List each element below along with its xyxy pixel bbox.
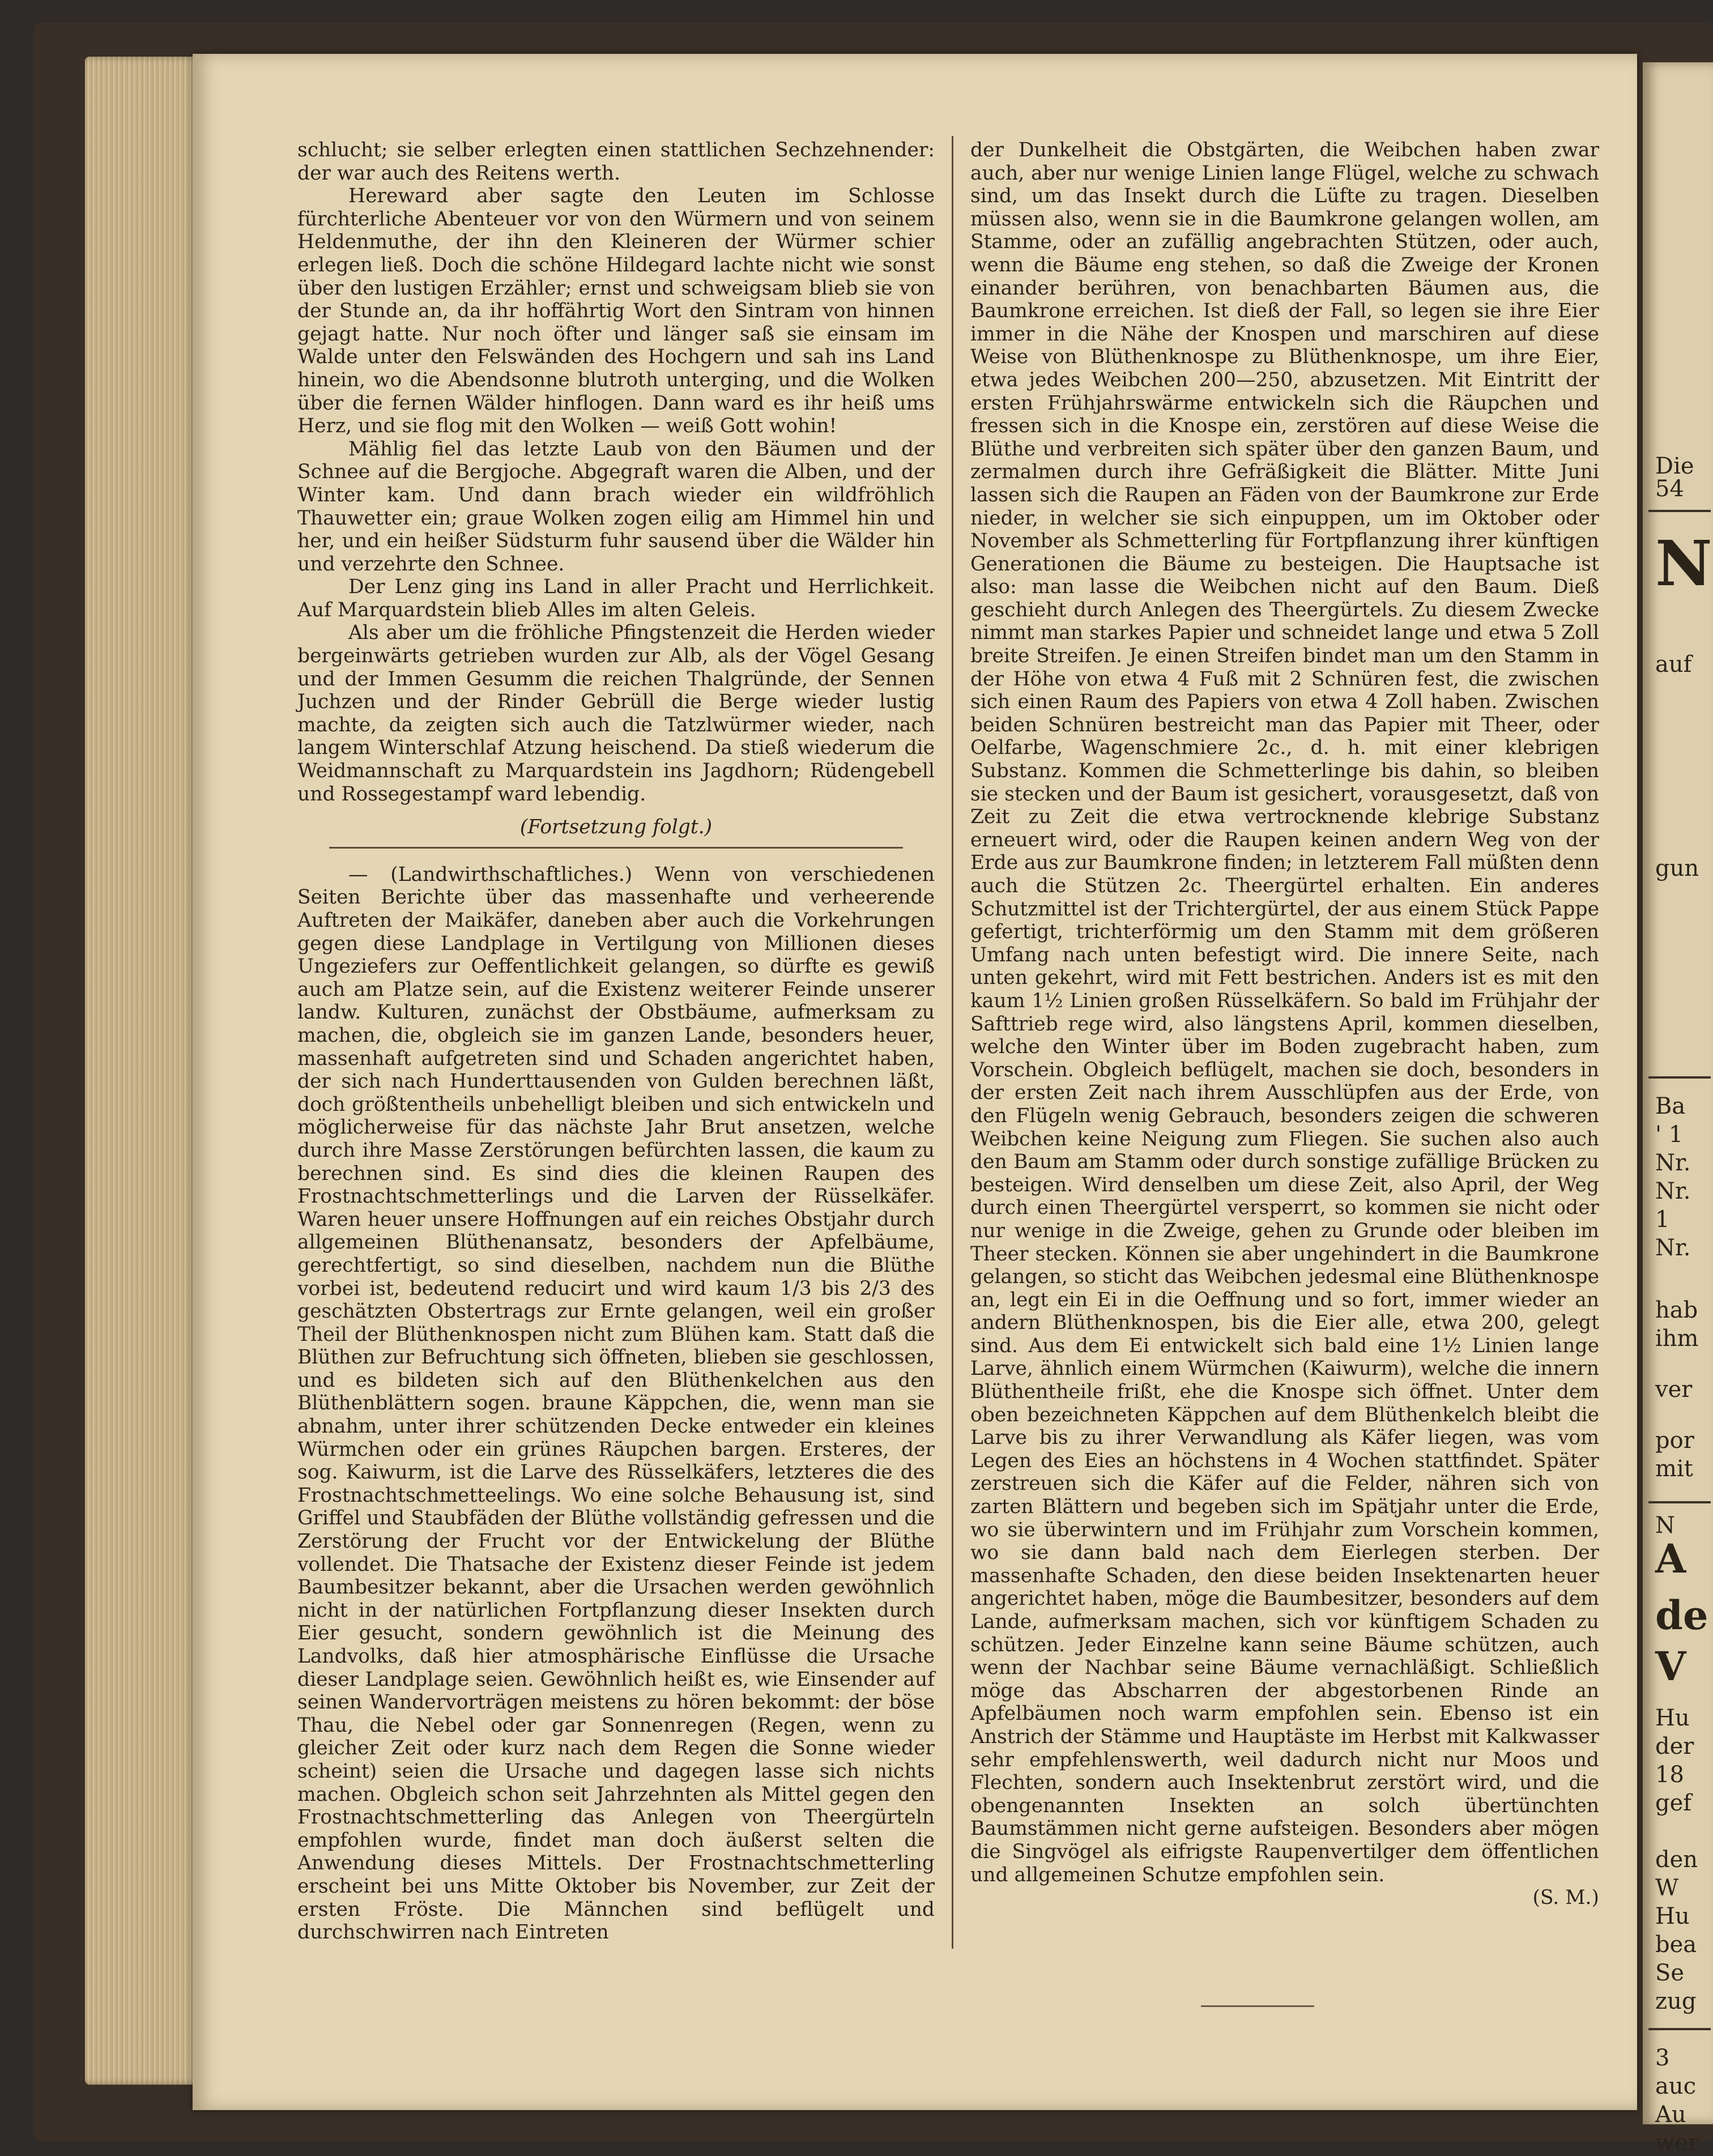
facing-fragment: N	[1655, 527, 1712, 600]
facing-fragment: de	[1655, 1592, 1708, 1639]
facing-fragment: auc	[1655, 2073, 1697, 2099]
facing-fragment: Au	[1655, 2102, 1686, 2128]
article-text: Wenn von verschiedenen Seiten Berichte über das massenhafte und verheerende Auftreten der Maikäfer, daneben aber auch die Vorkehrungen gegen diese Landplage in Vertilgung von Millionen dieses Ungeziefers zur Oeffentlichkeit gelangen, so dürfte es gewiß auch am Platze sein, auf die Existenz weiterer Feinde unserer landw. Kulturen, zunächst der Obstbäume, aufmerksam zu machen, die, obgleich sie im ganzen Lande, besonders heuer, massenhaft aufgetreten sind und Schaden angerichtet haben, der sich nach Hunderttausenden von Gulden berechnen läßt, doch größtentheils unbehelligt bleiben und sich entwickeln und möglicherweise für das nächste Jahr Brut ansetzen, welche durch ihre Masse Zerstörungen befürchten lassen, die kaum zu berechnen sind. Es sind dies die kleinen Raupen des Frostnachtschmetterlings und die Larven der Rüsselkäfer. Waren heuer unsere Hoffnungen auf ein reiches Obstjahr durch allgemeinen Blüthenansatz, besonders der Apfelbäume, gerechtfertigt, so sind dieselben, nachdem nun die Blüthe vorbei ist, bedeutend reducirt und wird kaum 1/3 bis 2/3 des geschätzten Obstertrags zur Ernte gelangen, weil ein großer Theil der Blüthenknospen nicht zum Blühen kam. Statt daß die Blüthen zur Befruchtung sich öffneten, blieben sie geschlossen, und es bildeten sich auf den Blüthenkelchen aus den Blüthenblättern sogen. braune Käppchen, die, wenn man sie abnahm, unter ihrer schützenden Decke entweder ein kleines Würmchen oder ein grünes Räupchen bargen. Ersteres, der sog. Kaiwurm, ist die Larve des Rüsselkäfers, letzteres die des Frostnachtschmetteelings. Wo eine solche Behausung ist, sind Griffel und Staubfäden der Blüthe vollständig gefressen und die Zerstörung der Frucht vor der Entwickelung der Blüthe vollendet. Die Thatsache der Existenz dieser Feinde ist jedem Baumbesitzer bekannt, aber die Ursachen werden gewöhnlich nicht in der natürlichen Fortpflanzung dieser Insekten durch Eier gesucht, sondern gewöhnlich ist die Meinung des Landvolks, daß hier atmosphärische Einflüsse die Ursache dieser Landplage seien. Gewöhnlich heißt es, wie Einsender auf seinen Wandervorträgen meistens zu hören bekommt: der böse Thau, die Nebel oder gar Sonnenregen (Regen, wenn zu gleicher Zeit oder kurz nach dem Regen die Sonne wieder scheint) seien die Ursache und dagegen lasse sich nichts machen. Obgleich schon seit Jahrzehnten als Mittel gegen den Frostnachtschmetterling das Anlegen von Theergürteln empfohlen wurde, findet man doch äußerst selten die Anwendung dieses Mittels. Der Frostnachtschmetterling erscheint bei uns Mitte Oktober bis November, zur Zeit der ersten Fröste. Die Männchen sind beflügelt und durchschwirren nach Eintreten	[297, 863, 935, 1944]
author-signature: (S. M.)	[1532, 1886, 1599, 1910]
facing-fragment: por	[1655, 1428, 1694, 1454]
article-heading: — (Landwirthschaftliches.)	[348, 863, 633, 886]
facing-fragment: V	[1655, 1643, 1686, 1690]
facing-fragment: A	[1655, 1535, 1686, 1582]
facing-fragment: der	[1655, 1733, 1694, 1759]
column-divider	[952, 136, 953, 1949]
facing-fragment: Hu	[1655, 1903, 1690, 1929]
story-paragraph: Hereward aber sagte den Leuten im Schlosse fürchterliche Abenteuer vor von den Würmern und von seinem Heldenmuthe, der ihn den Kleineren der Würmer schier erlegen ließ. Doch die schöne Hildegard lachte nicht wie sonst über den lustigen Erzähler; ernst und schweigsam blieb sie von der Stunde an, da ihr hoffährtig Wort den Sintram von hinnen gejagt hatte. Nur noch öfter und länger saß sie einsam im Walde unter den Felswänden des Hochgern und sah ins Land hinein, wo die Abendsonne blutroth unterging, und die Wolken über die fernen Wälder hinflogen. Dann ward es ihr heiß ums Herz, und sie flog mit den Wolken — weiß Gott wohin!	[297, 185, 935, 438]
facing-fragment: N	[1655, 1512, 1675, 1539]
facing-fragment: Nr.	[1655, 1178, 1691, 1204]
facing-rule	[1648, 1076, 1711, 1079]
facing-fragment: auf	[1655, 651, 1692, 678]
facing-fragment: gef	[1655, 1790, 1692, 1816]
section-separator	[329, 847, 903, 849]
article-paragraph: der Dunkelheit die Obstgärten, die Weibchen haben zwar auch, aber nur wenige Linien lange Flügel, welche zu schwach sind, um das Insekt durch die Lüfte zu tragen. Dieselben müssen also, wenn sie in die Baumkrone gelangen wollen, am Stamme, oder an zufällig angebrachten Stützen, oder auch, wenn die Bäume eng stehen, so daß die Zweige der Kronen einander berühren, von benachbarten Bäumen aus, die Baumkrone erreichen. Ist dieß der Fall, so legen sie ihre Eier immer in die Nähe der Knospen und marschiren auf diese Weise von Blüthenknospe zu Blüthenknospe, um ihre Eier, etwa jedes Weibchen 200—250, abzusetzen. Mit Eintritt der ersten Frühjahrswärme entwickeln sich die Räupchen und fressen sich in die Knospe ein, zerstören auf diese Weise die Blüthe und verbreiten sich später über den ganzen Baum, und zermalmen durch ihre Gefräßigkeit die Blätter. Mitte Juni lassen sich die Raupen an Fäden von der Baumkrone zur Erde nieder, in welcher sie sich einpuppen, um im Oktober oder November als Schmetterling für Fortpflanzung ihrer künftigen Generationen die Bäume zu besteigen. Die Hauptsache ist also: man lasse die Weibchen nicht auf den Baum. Dieß geschieht durch Anlegen des Theergürtels. Zu diesem Zwecke nimmt man starkes Papier und schneidet lange und etwa 5 Zoll breite Streifen. Je einen Streifen bindet man um den Stamm in der Höhe von etwa 4 Fuß mit 2 Schnüren fest, die zwischen sich einen Raum des Papiers von etwa 4 Zoll haben. Zwischen beiden Schnüren bestreicht man das Papier mit Theer, oder Oelfarbe, Wagenschmiere 2c., d. h. mit einer klebrigen Substanz. Kommen die Schmetterlinge bis dahin, so bleiben sie stecken und der Baum ist gesichert, vorausgesetzt, daß von Zeit zu Zeit die etwa vertrocknende klebrige Substanz erneuert wird, oder die Raupen keinen andern Weg von der Erde aus zur Baumkrone finden; in letzterem Fall müßten denn auch die Stützen 2c. Theergürtel erhalten. Ein anderes Schutzmittel ist der Trichtergürtel, der aus einem Stück Pappe gefertigt, trichterförmig um den Stamm mit dem größeren Umfang nach unten befestigt wird. Die innere Seite, nach unten gekehrt, wird mit Fett bestrichen. Anders ist es mit den kaum 1½ Linien großen Rüsselkäfern. So bald im Frühjahr der Safttrieb rege wird, also längstens April, kommen dieselben, welche den Winter über im Boden zugebracht haben, zum Vorschein. Obgleich beflügelt, machen sie doch, besonders in der ersten Zeit nach ihrem Ausschlüpfen aus der Erde, von den Flügeln wenig Gebrauch, besonders zeigen die schweren Weibchen keine Neigung zum Fliegen. Sie suchen also auch den Baum am Stamm oder durch sonstige zufällige Brücken zu besteigen. Wird denselben um diese Zeit, also April, der Weg durch einen Theergürtel versperrt, so kommen sie nicht oder nur wenige in die Zweige, gehen zu Grunde oder bleiben im Theer stecken. Können sie aber ungehindert in die Baumkrone gelangen, so sticht das Weibchen jedesmal eine Blüthenknospe an, legt ein Ei in die Oeffnung und so fort, immer wieder an andern Blüthenknospen, bis die Eier alle, etwa 200, gelegt sind. Aus dem Ei entwickelt sich bald eine 1½ Linien lange Larve, ähnlich einem Würmchen (Kaiwurm), welche die innern Blüthentheile frißt, ehe die Knospe sich öffnet. Unter dem oben bezeichneten Käppchen auf dem Blüthenkelch bleibt die Larve bis zu ihrer Verwandlung als Käfer liegen, was vom Legen des Eies an höchstens in 4 Wochen stattfindet. Später zerstreuen sich die Käfer auf die Felder, nähren sich von zarten Blättern und begeben sich im Spätjahr unter die Erde, wo sie überwintern und im Frühjahr zum Vorschein kommen, wo sie dann bald nach dem Eierlegen sterben. Der massenhafte Schaden, den diese beiden Insektenarten heuer angerichtet haben, möge die Baumbesitzer, besonders auf dem Lande, aufmerksam machen, sich vor künftigem Schaden zu schützen. Jeder Einzelne kann seine Bäume schützen, auch wenn der Nachbar seine Bäume vernachläßigt. Schließlich möge das Abscharren der abgestorbenen Rinde an Apfelbäumen noch warm empfohlen sein. Ebenso ist ein Anstrich der Stämme und Hauptäste im Herbst mit Kalkwasser sehr empfehlenswerth, weil dadurch nicht nur Moos und Flechten, sondern auch Insektenbrut zerstört wird, und die obengenannten Insekten an solch übertünchten Baumstämmen nicht gerne aufsteigen. Besonders aber mögen die Singvögel als eifrigste Raupenvertilger dem öffentlichen und allgemeinen Schutze empfohlen sein.	[970, 139, 1599, 1886]
facing-fragment: W	[1655, 1875, 1679, 1901]
facing-fragment: wer	[1655, 2130, 1699, 2156]
facing-fragment: 54	[1655, 476, 1684, 502]
end-rule	[1201, 2005, 1314, 2007]
facing-fragment: Nr.	[1655, 1150, 1691, 1176]
facing-fragment: Ba	[1655, 1093, 1686, 1119]
facing-fragment: ' 1	[1655, 1122, 1684, 1148]
facing-rule	[1648, 2028, 1711, 2030]
story-paragraph: schlucht; sie selber erlegten einen stattlichen Sechzehnender: der war auch des Reitens werth.	[297, 139, 935, 185]
left-column	[297, 139, 935, 1944]
facing-fragment: gun	[1655, 855, 1699, 881]
facing-fragment: zug	[1655, 1988, 1697, 2014]
facing-fragment: 1	[1655, 1207, 1670, 1233]
article-paragraph	[297, 863, 935, 1944]
story-paragraph: Als aber um die fröhliche Pfingstenzeit die Herden wieder bergeinwärts getrieben wurden zur Alb, als der Vögel Gesang und der Immen Gesumm die reichen Thalgründe, der Sennen Juchzen und der Rinder Gebrüll die Berge wieder lustig machte, da zeigten sich auch die Tatzlwürmer wieder, nach langem Winterschlaf Atzung heischend. Da stieß wiederum die Weidmannschaft zu Marquardstein ins Jagdhorn; Rüdengebell und Rossegestampf ward lebendig.	[297, 621, 935, 806]
facing-page	[1643, 62, 1713, 2156]
facing-fragment: den	[1655, 1847, 1698, 1873]
facing-fragment: Se	[1655, 1960, 1685, 1986]
facing-fragment: Hu	[1655, 1705, 1690, 1731]
facing-fragment: hab	[1655, 1297, 1698, 1323]
facing-fragment: Nr.	[1655, 1235, 1691, 1261]
facing-fragment: 18	[1655, 1762, 1684, 1788]
page-edges	[85, 57, 204, 2085]
story-paragraph: Mählig fiel das letzte Laub von den Bäumen und der Schnee auf die Bergjoche. Abgegraft waren die Alben, und der Winter kam. Und dann brach wieder ein wildfröhlich Thauwetter ein; graue Wolken zogen eilig am Himmel hin und her, und ein heißer Südsturm fuhr sausend über die Wälder hin und verzehrte den Schnee.	[297, 437, 935, 576]
right-column	[970, 139, 1599, 1910]
facing-fragment: ihm	[1655, 1326, 1699, 1352]
facing-fragment: bea	[1655, 1932, 1697, 1958]
facing-fragment: ver	[1655, 1377, 1693, 1403]
facing-fragment: mit	[1655, 1456, 1693, 1482]
facing-fragment: Die	[1655, 453, 1694, 479]
continuation-note: (Fortsetzung folgt.)	[519, 816, 713, 839]
story-paragraph: Der Lenz ging ins Land in aller Pracht und Herrlichkeit. Auf Marquardstein blieb Alles im alten Geleis.	[297, 576, 935, 621]
facing-rule	[1648, 1501, 1711, 1503]
facing-rule	[1648, 510, 1711, 512]
facing-fragment: 3	[1655, 2045, 1670, 2071]
